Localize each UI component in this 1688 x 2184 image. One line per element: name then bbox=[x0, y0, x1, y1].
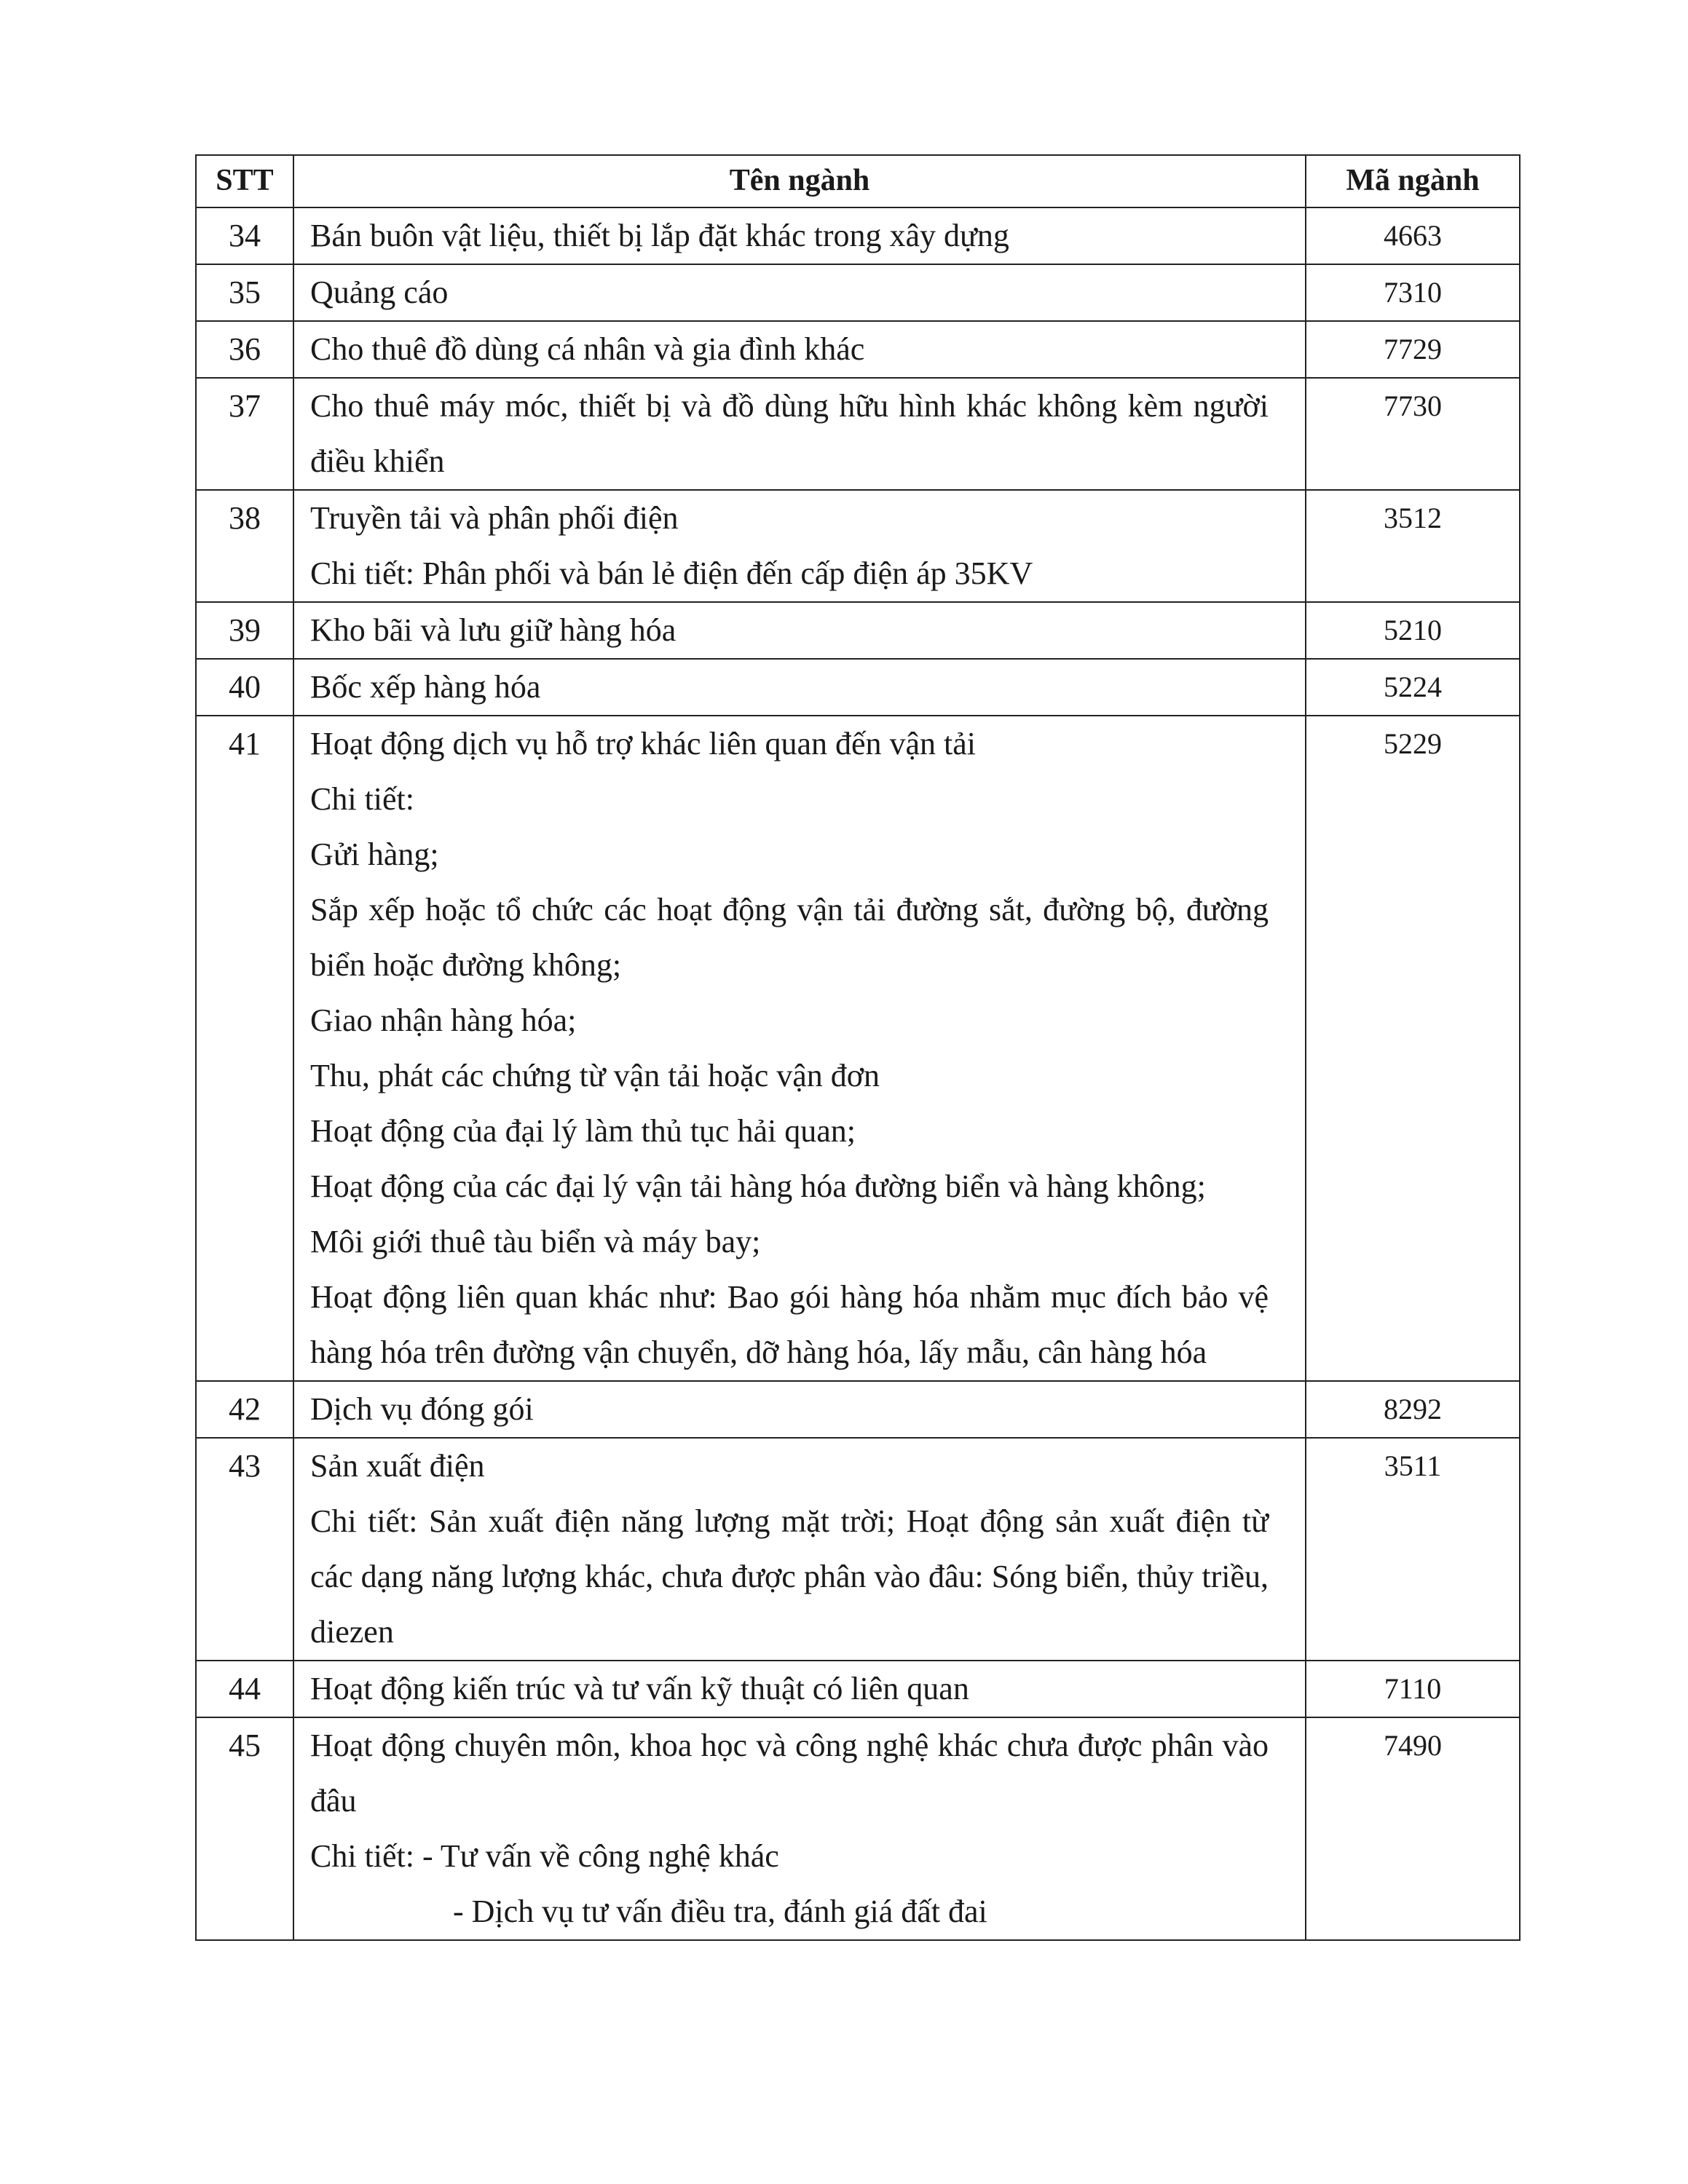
row-stt: 36 bbox=[196, 321, 293, 378]
row-stt: 41 bbox=[196, 716, 293, 1381]
table-row bbox=[196, 490, 1520, 602]
row-code: 5210 bbox=[1306, 602, 1520, 659]
row-code: 3511 bbox=[1306, 1438, 1520, 1661]
row-stt: 43 bbox=[196, 1438, 293, 1661]
row-name-line: Thu, phát các chứng từ vận tải hoặc vận đơn bbox=[310, 1058, 880, 1093]
row-name bbox=[293, 659, 1306, 716]
row-name-line: Cho thuê máy móc, thiết bị và đồ dùng hữu hình khác không kèm người điều khiển bbox=[310, 388, 1269, 479]
row-code: 7110 bbox=[1306, 1661, 1520, 1717]
row-name-line: Hoạt động chuyên môn, khoa học và công nghệ khác chưa được phân vào đâu bbox=[310, 1728, 1269, 1819]
row-name-line: Bán buôn vật liệu, thiết bị lắp đặt khác trong xây dựng bbox=[310, 218, 1009, 253]
row-name bbox=[293, 264, 1306, 321]
table-row bbox=[196, 321, 1520, 378]
table-row bbox=[196, 659, 1520, 716]
table-header-row bbox=[196, 155, 1520, 207]
row-name-line: Hoạt động liên quan khác như: Bao gói hàng hóa nhằm mục đích bảo vệ hàng hóa trên đường vận chuyển, dỡ hàng hóa, lấy mẫu, cân hàng hóa bbox=[310, 1279, 1269, 1370]
row-stt: 38 bbox=[196, 490, 293, 602]
table-row bbox=[196, 716, 1520, 1381]
row-name-line: Chi tiết: Sản xuất điện năng lượng mặt trời; Hoạt động sản xuất điện từ các dạng năng lượng khác, chưa được phân vào đâu: Sóng biển, thủy triều, diezen bbox=[310, 1503, 1269, 1650]
row-name bbox=[293, 1438, 1306, 1661]
row-name-line: Hoạt động của các đại lý vận tải hàng hóa đường biển và hàng không; bbox=[310, 1168, 1206, 1204]
table-row bbox=[196, 1381, 1520, 1438]
row-name-line: Cho thuê đồ dùng cá nhân và gia đình khác bbox=[310, 331, 865, 367]
row-name-line: Bốc xếp hàng hóa bbox=[310, 669, 541, 705]
row-code: 7490 bbox=[1306, 1717, 1520, 1940]
row-name bbox=[293, 1381, 1306, 1438]
row-code: 3512 bbox=[1306, 490, 1520, 602]
row-name-line: Quảng cáo bbox=[310, 274, 449, 310]
row-name-line: Hoạt động của đại lý làm thủ tục hải quan; bbox=[310, 1113, 856, 1149]
table-row bbox=[196, 1438, 1520, 1661]
row-stt: 44 bbox=[196, 1661, 293, 1717]
row-name-line: Sắp xếp hoặc tổ chức các hoạt động vận tải đường sắt, đường bộ, đường biển hoặc đường không; bbox=[310, 892, 1269, 983]
row-name-line: Chi tiết: bbox=[310, 781, 414, 817]
row-name bbox=[293, 716, 1306, 1381]
row-code: 8292 bbox=[1306, 1381, 1520, 1438]
row-name-line: Hoạt động kiến trúc và tư vấn kỹ thuật có liên quan bbox=[310, 1671, 969, 1706]
row-stt: 40 bbox=[196, 659, 293, 716]
row-code: 5224 bbox=[1306, 659, 1520, 716]
row-code: 5229 bbox=[1306, 716, 1520, 1381]
row-name-line: Chi tiết: - Tư vấn về công nghệ khác bbox=[310, 1838, 779, 1874]
row-stt: 34 bbox=[196, 207, 293, 264]
header-name: Tên ngành bbox=[293, 155, 1306, 207]
row-name bbox=[293, 207, 1306, 264]
header-stt: STT bbox=[196, 155, 293, 207]
row-code: 7310 bbox=[1306, 264, 1520, 321]
row-name bbox=[293, 602, 1306, 659]
row-name-line: Kho bãi và lưu giữ hàng hóa bbox=[310, 612, 677, 648]
row-name-line: Chi tiết: Phân phối và bán lẻ điện đến cấp điện áp 35KV bbox=[310, 555, 1033, 591]
row-name-line: Giao nhận hàng hóa; bbox=[310, 1002, 577, 1038]
row-stt: 37 bbox=[196, 378, 293, 490]
row-stt: 42 bbox=[196, 1381, 293, 1438]
table-row bbox=[196, 602, 1520, 659]
table-row bbox=[196, 1717, 1520, 1940]
table-row bbox=[196, 264, 1520, 321]
table-row bbox=[196, 207, 1520, 264]
row-name bbox=[293, 490, 1306, 602]
row-name-line: - Dịch vụ tư vấn điều tra, đánh giá đất đai bbox=[453, 1894, 987, 1929]
row-name-line: Truyền tải và phân phối điện bbox=[310, 500, 679, 536]
row-name bbox=[293, 1661, 1306, 1717]
header-code: Mã ngành bbox=[1306, 155, 1520, 207]
row-name-line: Dịch vụ đóng gói bbox=[310, 1391, 534, 1427]
row-code: 7729 bbox=[1306, 321, 1520, 378]
row-name-line: Gửi hàng; bbox=[310, 836, 439, 872]
document-page bbox=[195, 154, 1519, 1941]
row-stt: 35 bbox=[196, 264, 293, 321]
table-row bbox=[196, 1661, 1520, 1717]
row-name bbox=[293, 378, 1306, 490]
row-name bbox=[293, 1717, 1306, 1940]
row-name-line: Sản xuất điện bbox=[310, 1448, 485, 1484]
row-code: 4663 bbox=[1306, 207, 1520, 264]
table-body bbox=[196, 207, 1520, 1940]
table-row bbox=[196, 378, 1520, 490]
row-name bbox=[293, 321, 1306, 378]
row-name-line: Hoạt động dịch vụ hỗ trợ khác liên quan đến vận tải bbox=[310, 726, 977, 761]
row-stt: 39 bbox=[196, 602, 293, 659]
row-stt: 45 bbox=[196, 1717, 293, 1940]
industry-table bbox=[195, 154, 1521, 1941]
row-name-line: Môi giới thuê tàu biển và máy bay; bbox=[310, 1224, 761, 1259]
row-code: 7730 bbox=[1306, 378, 1520, 490]
